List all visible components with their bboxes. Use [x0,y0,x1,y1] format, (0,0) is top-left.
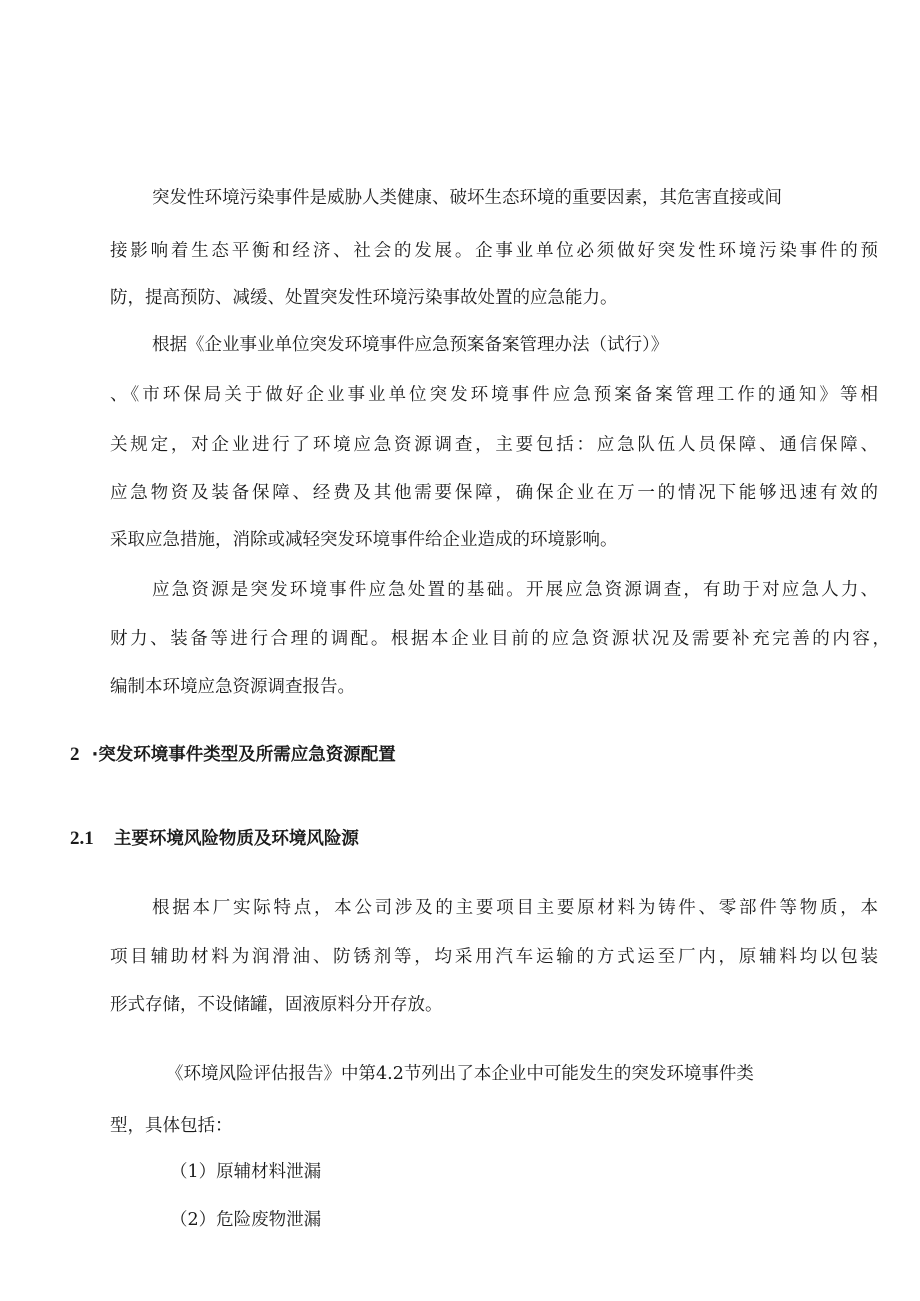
para2-line2: 、《市环保局关于做好企业事业单位突发环境事件应急预案备案管理工作的通知》等相 [110,385,878,405]
para2-line1: 根据《企业事业单位突发环境事件应急预案备案管理办法（试行）》 [152,335,669,355]
para4-line1: 根据本厂实际特点，本公司涉及的主要项目主要原材料为铸件、零部件等物质，本 [152,898,878,918]
para2-line3: 关规定，对企业进行了环境应急资源调查，主要包括：应急队伍人员保障、通信保障、 [110,435,878,455]
para5-line1: 《环境风险评估报告》中第4.2节列出了本企业中可能发生的突发环境事件类 [166,1064,754,1084]
para1-line1: 突发性环境污染事件是威胁人类健康、破坏生态环境的重要因素，其危害直接或间 [152,188,782,208]
para2-line5: 采取应急措施，消除或减轻突发环境事件给企业造成的环境影响。 [110,530,618,550]
para1-line3: 防，提高预防、减缓、处置突发性环境污染事故处置的应急能力。 [110,288,618,308]
para4-line3: 形式存储，不设储罐，固液原料分开存放。 [110,995,443,1015]
section-2-heading [70,743,396,767]
para3-line3: 编制本环境应急资源调查报告。 [110,677,355,697]
section-2-title: ·突发环境事件类型及所需应急资源配置 [91,745,396,765]
para3-line1: 应急资源是突发环境事件应急处置的基础。开展应急资源调查，有助于对应急人力、 [152,580,878,600]
para4-line2: 项目辅助材料为润滑油、防锈剂等，均采用汽车运输的方式运至厂内，原辅料均以包装 [110,947,878,967]
list-item-2: （2）危险废物泄漏 [170,1210,322,1230]
para3-line2: 财力、装备等进行合理的调配。根据本企业目前的应急资源状况及需要补充完善的内容， [110,629,890,649]
section-2-1-title: 主要环境风险物质及环境风险源 [113,829,359,849]
list-item-1: （1）原辅材料泄漏 [170,1162,322,1182]
para5-line2: 型，具体包括： [110,1116,233,1136]
section-2-1-heading [70,827,359,851]
para2-line4: 应急物资及装备保障、经费及其他需要保障，确保企业在万一的情况下能够迅速有效的 [110,483,878,503]
para1-line2: 接影响着生态平衡和经济、社会的发展。企事业单位必须做好突发性环境污染事件的预 [110,241,878,261]
section-2-number: 2 [70,744,80,765]
section-2-1-number: 2.1 [70,828,94,849]
